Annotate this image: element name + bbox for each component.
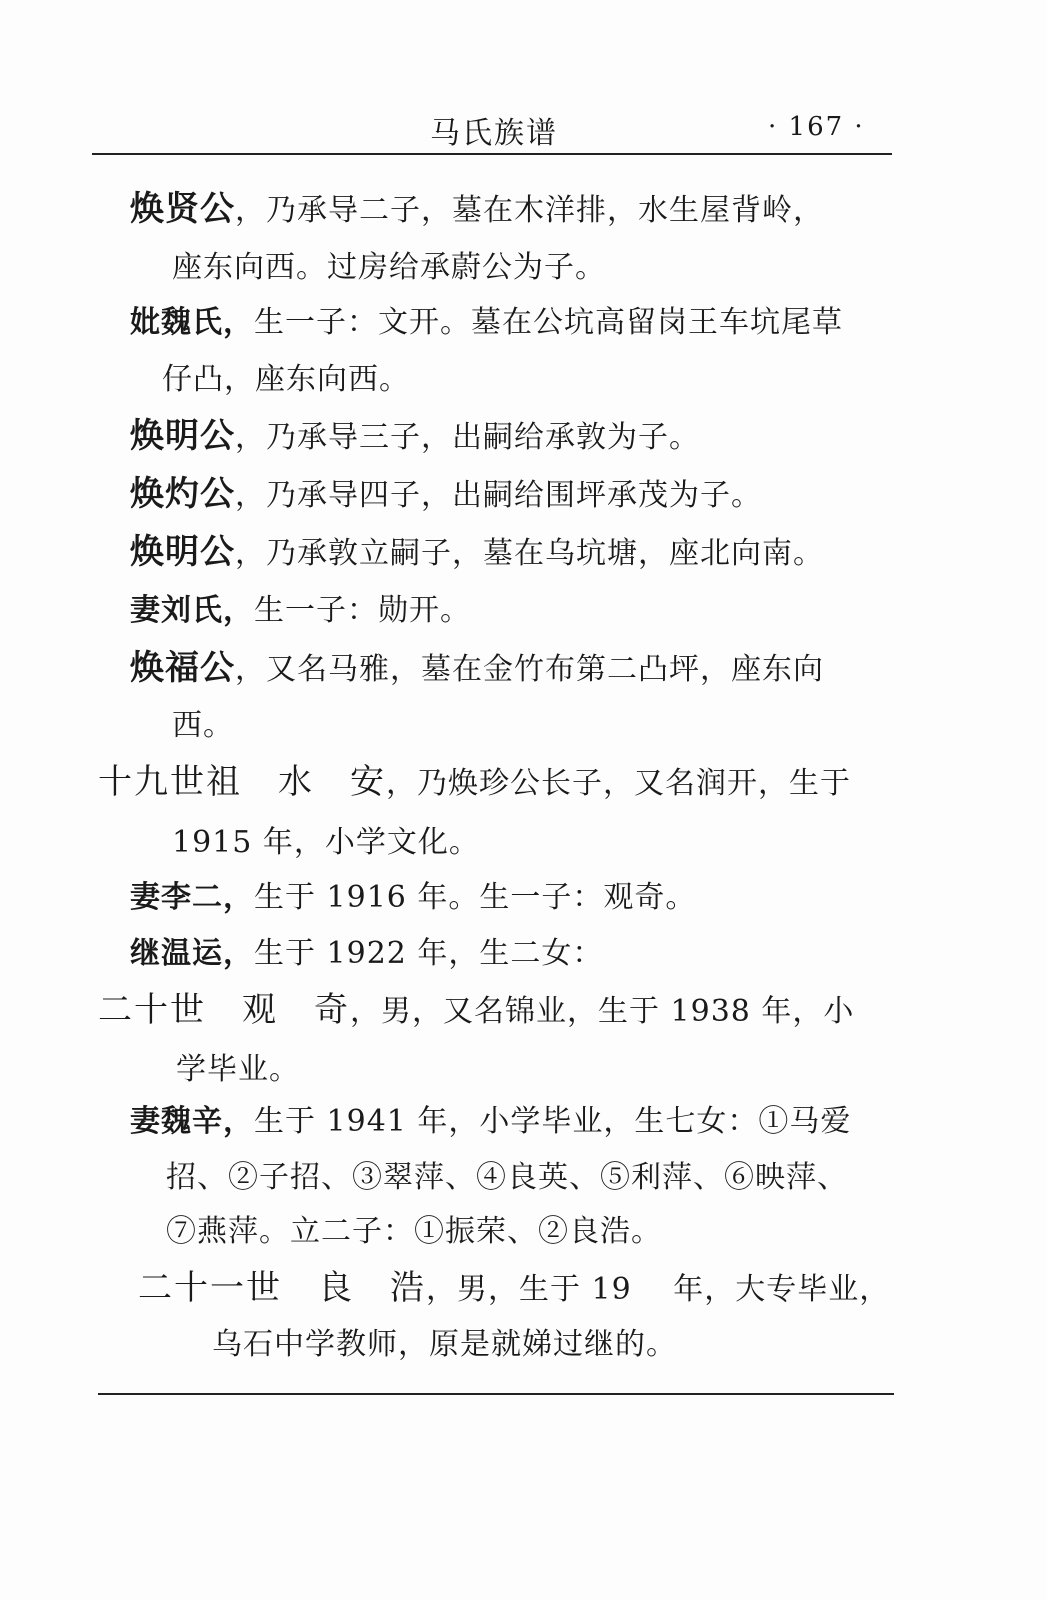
entry-continuation: [172, 825, 480, 861]
entry-text: ，乃承导四子，出嗣给围坪承茂为子。: [235, 478, 762, 513]
entry-continuation: [212, 1327, 677, 1363]
entry-text: ，又名马雅，墓在金竹布第二凸坪，座东向: [235, 652, 824, 687]
given-name-char: 观: [242, 990, 278, 1030]
person-name: 焕明公: [130, 416, 235, 456]
spouse-name: 妻李二，: [130, 880, 254, 915]
page-number: · 167 ·: [768, 112, 865, 142]
entry-text: 乌石中学教师，原是就娣过继的。: [212, 1327, 677, 1362]
person-name: 焕福公: [130, 648, 235, 688]
entry-line: [130, 880, 696, 916]
entry-text: 生于 1922 年，生二女：: [254, 936, 604, 971]
entry-text: 学毕业。: [176, 1052, 300, 1087]
entry-line: [130, 1104, 851, 1140]
entry-line: [130, 593, 471, 629]
given-name-char: 安: [350, 762, 386, 802]
entry-line: [130, 476, 762, 514]
spouse-name: 妣魏氏，: [130, 305, 254, 340]
entry-line: [130, 650, 824, 688]
entry-continuation: [166, 1214, 662, 1250]
entry-line: [130, 534, 824, 572]
given-name-char: 浩: [390, 1268, 426, 1308]
entry-continuation: [176, 1052, 300, 1088]
entry-text: 生一子：勋开。: [254, 593, 471, 628]
running-header-title: 马氏族谱: [430, 116, 558, 151]
generation-label: 二十一世: [138, 1268, 282, 1308]
entry-continuation: [172, 250, 606, 286]
person-name: 焕贤公: [130, 189, 235, 229]
entry-text: ⑦燕萍。立二子：①振荣、②良浩。: [166, 1214, 662, 1249]
given-name-char: 奇: [314, 990, 350, 1030]
generation-entry: [98, 764, 851, 802]
entry-text: ，乃焕珍公长子，又名润开，生于: [386, 766, 851, 801]
entry-text: 招、②子招、③翠萍、④良英、⑤利萍、⑥映萍、: [166, 1160, 848, 1195]
spouse-name: 妻刘氏，: [130, 593, 254, 628]
entry-line: [130, 305, 843, 341]
entry-continuation: [172, 708, 234, 744]
entry-text: ，男，又名锦业，生于 1938 年，小: [350, 994, 855, 1029]
footer-rule: [98, 1393, 894, 1395]
entry-text: 座东向西。过房给承蔚公为子。: [172, 250, 606, 285]
entry-text: 西。: [172, 708, 234, 743]
entry-text: ，乃承导二子，墓在木洋排，水生屋背岭，: [235, 193, 824, 228]
entry-continuation: [166, 1160, 848, 1196]
spouse-name: 妻魏辛，: [130, 1104, 254, 1139]
entry-text: ，乃承敦立嗣子，墓在乌坑塘，座北向南。: [235, 536, 824, 571]
generation-label: 十九世祖: [98, 762, 242, 802]
header-rule: [92, 153, 892, 155]
entry-line: [130, 191, 824, 229]
entry-text: 生于 1941 年，小学毕业，生七女：①马爱: [254, 1104, 852, 1139]
entry-text: 生一子：文开。墓在公坑高留岗王车坑尾草: [254, 305, 843, 340]
given-name-char: 水: [278, 762, 314, 802]
person-name: 焕灼公: [130, 474, 235, 514]
entry-continuation: [162, 362, 410, 398]
spouse-name: 继温运，: [130, 936, 254, 971]
entry-text: ，男，生于 19 年，大专毕业，: [426, 1272, 891, 1307]
entry-text: 生于 1916 年。生一子：观奇。: [254, 880, 697, 915]
entry-line: [130, 936, 603, 972]
entry-text: 仔凸，座东向西。: [162, 362, 410, 397]
generation-entry: [98, 992, 854, 1030]
person-name: 焕明公: [130, 532, 235, 572]
generation-entry: [138, 1270, 890, 1308]
entry-text: 1915 年，小学文化。: [172, 825, 480, 860]
given-name-char: 良: [318, 1268, 354, 1308]
entry-text: ，乃承导三子，出嗣给承敦为子。: [235, 420, 700, 455]
generation-label: 二十世: [98, 990, 206, 1030]
entry-line: [130, 418, 700, 456]
